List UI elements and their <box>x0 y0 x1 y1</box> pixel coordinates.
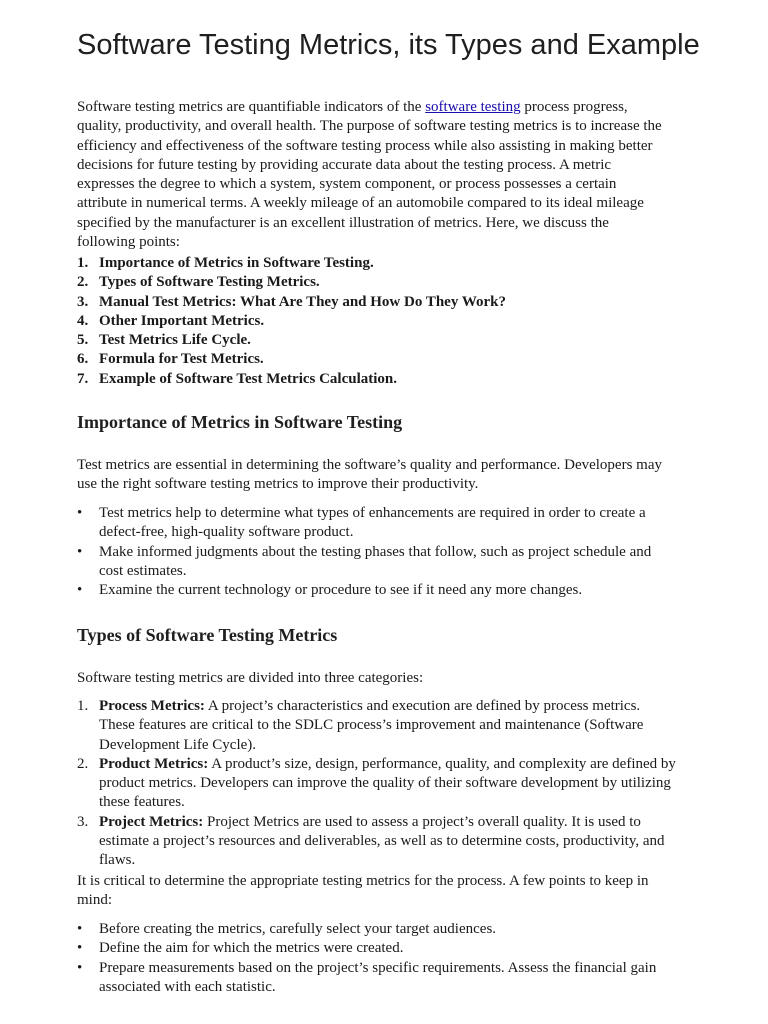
intro-text-end: process progress, quality, productivity, and overall health. The purpose of software testing metrics is to increase the efficiency and effectiveness of the software testing process while also assisting in making better decisions for future testing by providing accurate data about the testing process. A metric expresses the degree to which a system, system component, or process possesses a certain attribute in numerical terms. A weekly mileage of an automobile compared to its ideal mileage specified by the manufacturer is an excellent illustration of metrics. Here, we discuss the following points: <box>77 99 662 251</box>
section-heading-types: Types of Software Testing Metrics <box>77 625 338 645</box>
metric-types-list <box>77 697 677 871</box>
list-item <box>77 813 677 871</box>
toc-item <box>77 273 677 292</box>
list-item: • Define the aim for which the metrics were created. <box>77 939 677 958</box>
toc-text: Importance of Metrics in Software Testing. <box>99 255 374 271</box>
list-item: • Test metrics help to determine what types of enhancements are required in order to create a defect-free, high-quality software product. <box>77 504 677 543</box>
list-number: 3. <box>77 813 89 830</box>
toc-number: 1. <box>77 255 89 271</box>
metric-type-label: Project Metrics: <box>99 813 204 830</box>
section-heading-importance: Importance of Metrics in Software Testing <box>77 412 403 432</box>
keep-in-mind-bullet-list <box>77 920 677 997</box>
toc-text: Other Important Metrics. <box>99 312 265 329</box>
toc-number: 6. <box>77 351 89 368</box>
list-item <box>77 697 677 755</box>
toc-text: Manual Test Metrics: What Are They and How Do They Work? <box>99 293 506 310</box>
list-item: • Prepare measurements based on the project’s specific requirements. Assess the financial gain associated with each statistic. <box>77 959 677 998</box>
table-of-contents <box>77 254 677 389</box>
keep-in-mind-paragraph: It is critical to determine the appropriate testing metrics for the process. A few points to keep in mind: <box>77 873 649 909</box>
list-item: • Before creating the metrics, carefully select your target audiences. <box>77 920 677 939</box>
page-title: Software Testing Metrics, its Types and Example <box>77 29 700 61</box>
intro-text-start: Software testing metrics are quantifiable indicators of the <box>77 99 426 115</box>
importance-paragraph: Test metrics are essential in determining the software’s quality and performance. Developers may use the right software testing metrics to improve their productivity. <box>77 457 662 493</box>
metric-type-description: A product’s size, design, performance, quality, and complexity are defined by product metrics. Developers can improve the quality of their software development by utilizing these features. <box>99 755 676 811</box>
toc-number: 7. <box>77 370 89 387</box>
toc-number: 2. <box>77 274 89 291</box>
toc-number: 4. <box>77 312 89 329</box>
toc-item <box>77 331 677 350</box>
toc-text: Test Metrics Life Cycle. <box>99 332 251 349</box>
software-testing-link[interactable]: software testing <box>425 99 521 115</box>
metric-type-label: Product Metrics: <box>99 755 209 772</box>
importance-bullet-list <box>77 504 677 600</box>
list-item: • Make informed judgments about the testing phases that follow, such as project schedule and cost estimates. <box>77 543 677 582</box>
toc-item <box>77 370 677 389</box>
metric-type-label: Process Metrics: <box>99 698 205 714</box>
toc-text: Example of Software Test Metrics Calculation. <box>99 370 398 387</box>
toc-number: 3. <box>77 293 89 310</box>
metric-type-description: Project Metrics are used to assess a project’s overall quality. It is used to estimate a project’s resources and deliverables, as well as to determine costs, productivity, and flaws. <box>99 813 665 869</box>
list-number: 1. <box>77 698 89 714</box>
list-item: • Examine the current technology or procedure to see if it need any more changes. <box>77 581 677 600</box>
toc-item <box>77 293 677 312</box>
intro-paragraph <box>77 98 667 252</box>
toc-text: Formula for Test Metrics. <box>99 351 264 368</box>
metric-type-description: A project’s characteristics and execution are defined by process metrics. These features are critical to the SDLC process’s improvement and maintenance (Software Development Life Cycle). <box>99 698 644 753</box>
types-intro-paragraph: Software testing metrics are divided into three categories: <box>77 670 424 686</box>
toc-number: 5. <box>77 332 89 349</box>
toc-item <box>77 350 677 369</box>
toc-item <box>77 312 677 331</box>
toc-item <box>77 254 677 273</box>
list-item <box>77 755 677 813</box>
toc-text: Types of Software Testing Metrics. <box>99 274 320 291</box>
list-number: 2. <box>77 755 89 772</box>
